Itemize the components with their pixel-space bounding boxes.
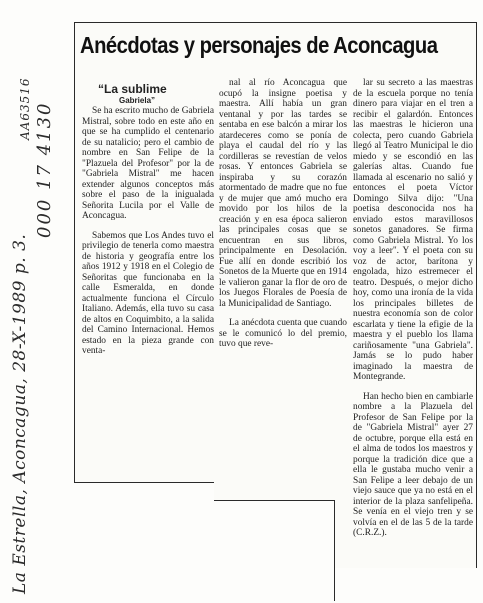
paragraph: Han hecho bien en cambiarle nombre a la Plazuela del Profesor de San Felipe por la de "Gabriela Mistral" ayer 27 de octubre, porque ella está en el alma de todos los maestros y porque la tradición dice que a ella le gustaba mucho venir a San Felipe a leer debajo de un viejo sauce que ya no está en el interior de la plaza sanfelipeña. Se venía en el viejo tren y se volvía en el de las 5 de la tarde (C.R.Z.).: [353, 391, 473, 538]
article-column-1: [82, 106, 214, 366]
clipping-cut-step: [214, 500, 335, 601]
paragraph: nal al río Aconcagua que ocupó la insigne poetisa y maestra. Allí había un gran ventanal y por las tardes se sentaba en ese balcón a mirar los atardeceres como se ponía de playa el caudal del río y las cordilleras se revestían de velos rosas. Y entonces Gabriela se inspiraba y su corazón atormentado de madre que no fue y de mujer que amó mucho era movido por los hilos de la creación y en esa época salieron las principales cosas que se encuentran en sus libros, principalmente en Desolación. Fue allí en donde escribió los Sonetos de la Muerte que en 1914 le valieron ganar la flor de oro de los Juegos Florales de Poesía de la Municipalidad de Santiago.: [219, 78, 347, 309]
article-column-3: [353, 78, 473, 548]
paragraph: La anécdota cuenta que cuando se le comunicó lo del premio, tuvo que reve-: [219, 318, 347, 349]
section-title: “La sublime: [98, 82, 167, 96]
clipping-cut-edge: [74, 482, 214, 603]
paragraph: Se ha escrito mucho de Gabriela Mistral, sobre todo en este año en que se ha cumplido el centenario de su natalicio; pero el cambio de nombre en San Felipe de la "Plazuela del Profesor" por la de "Gabriela Mistral" me hacen extender algunos conceptos más sobre el paso de la inigualada Señorita Lucila por el Valle de Aconcagua.: [82, 106, 214, 221]
article-column-2: [219, 78, 347, 359]
section-subtitle: Gabriela”: [119, 96, 156, 105]
paragraph: Sabemos que Los Andes tuvo el privilegio de tenerla como maestra de historia y geografía entre los años 1912 y 1918 en el Colegio de Señoritas que funcionaba en la calle Esmeralda, en donde actualmente funciona el Círculo Italiano. Además, ella tuvo su casa de altos en Coquimbito, a la salida del Camino Internacional. Hemos estado en la pieza grande con venta-: [82, 230, 214, 356]
handwritten-source-note: La Estrella, Aconcagua, 28-X-1989 p. 3.: [10, 233, 30, 594]
article-headline: Anécdotas y personajes de Aconcagua: [80, 32, 438, 58]
paragraph: lar su secreto a las maestras de la escuela porque no tenía dinero para viajar en el tren a recibir el galardón. Entonces las maestras le hicieron una colecta, pero cuando Gabriela llegó al Teatro Municipal le dio miedo y se escondió en las galerías altas. Cuando fue llamada al escenario no salió y entonces el poeta Víctor Domingo Silva dijo: "Una poetisa desconocida nos ha enviado estos maravillosos sonetos ganadores. Se firma como Gabriela Mistral. Yo los voy a leer". Y el poeta con su voz de actor, barítona y engolada, hizo estremecer el teatro. Después, o mejor dicho hoy, como una ironía de la vida los principales billetes de nuestra economía son de color escarlata y tiene la efigie de la maestra y el pueblo los llama cariñosamente "una Gabriela". Jamás se lo pudo haber imaginado la maestra de Montegrande.: [353, 78, 473, 382]
handwritten-archive-number: AA63516: [18, 77, 32, 140]
handwritten-catalog-code: 000 17 4130: [34, 101, 55, 238]
